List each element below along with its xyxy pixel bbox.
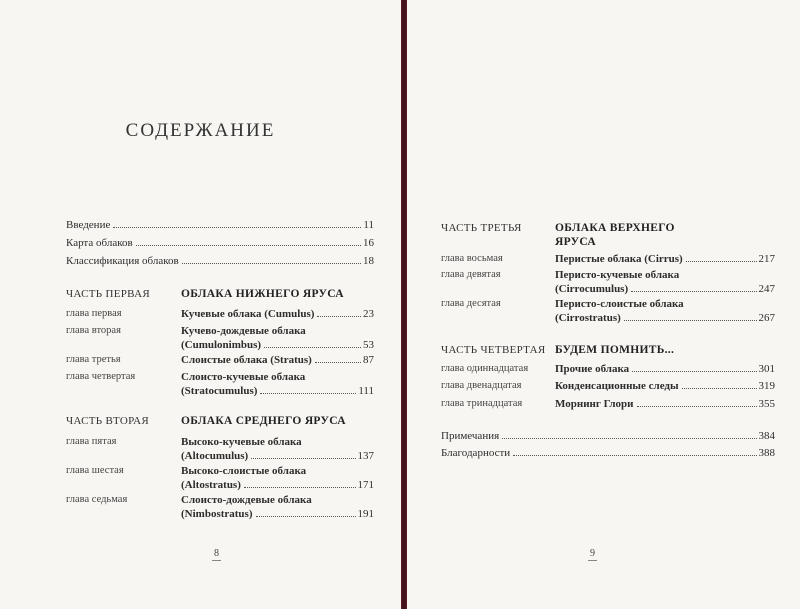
chapter-label: глава вторая [66, 325, 121, 336]
toc-entry-acknowledgements [441, 446, 775, 460]
part-label: ЧАСТЬ ВТОРАЯ [66, 415, 149, 427]
leader-dots [686, 261, 757, 262]
chapter-title [181, 324, 306, 338]
leader-dots [315, 362, 361, 363]
chapter-entry [181, 353, 374, 367]
part-title: ОБЛАКА СРЕДНЕГО ЯРУСА [181, 415, 346, 427]
chapter-title [181, 370, 305, 384]
leader-dots [260, 393, 356, 394]
chapter-label: глава одиннадцатая [441, 363, 529, 374]
leader-dots [317, 316, 361, 317]
part-title-line2: ЯРУСА [555, 236, 597, 248]
chapter-title-line2: (Altostratus) [181, 479, 241, 491]
chapter-title-line1: Перисто-кучевые облака [555, 269, 680, 281]
leader-dots [251, 458, 355, 459]
chapter-title-line2: (Cumulonimbus) [181, 339, 262, 351]
page-number: 319 [758, 380, 775, 392]
chapter-entry [181, 449, 374, 463]
chapter-title-line1: Слоисто-кучевые облака [181, 371, 306, 383]
leader-dots [513, 455, 756, 456]
chapter-title-line1: Слоисто-дождевые облака [181, 494, 312, 506]
chapter-title [181, 464, 306, 478]
page-number: 267 [758, 312, 775, 324]
chapter-title-line2: (Altocumulus) [181, 450, 249, 462]
chapter-entry [555, 282, 775, 296]
page-number: 53 [363, 339, 374, 351]
chapter-label: глава девятая [441, 269, 501, 280]
part-title-line1: ОБЛАКА ВЕРХНЕГО [555, 222, 675, 234]
page-number: 191 [357, 508, 374, 520]
page-number: 87 [363, 354, 374, 366]
toc-entry-classification [66, 254, 374, 268]
part-label: ЧАСТЬ ТРЕТЬЯ [441, 222, 522, 234]
leader-dots [244, 487, 356, 488]
chapter-label: глава десятая [441, 298, 501, 309]
toc-entry-cloud-map [66, 236, 374, 250]
chapter-entry [181, 338, 374, 352]
page-number: 23 [363, 308, 374, 320]
page-number: 301 [758, 363, 775, 375]
chapter-title-line2: (Nimbostratus) [181, 508, 253, 520]
chapter-entry [181, 507, 374, 521]
chapter-label: глава восьмая [441, 253, 503, 264]
chapter-entry [181, 478, 374, 492]
entry-label: Примечания [441, 430, 500, 442]
chapter-title: Слоистые облака (Stratus) [181, 354, 312, 366]
chapter-entry [181, 384, 374, 398]
chapter-label: глава двенадцатая [441, 380, 522, 391]
entry-label: Введение [66, 219, 111, 231]
chapter-title: Конденсационные следы [555, 380, 679, 392]
page-number: 18 [363, 255, 374, 267]
page-number: 355 [758, 398, 775, 410]
page-title: СОДЕРЖАНИЕ [125, 120, 276, 141]
chapter-title [555, 297, 684, 311]
chapter-label: глава тринадцатая [441, 398, 523, 409]
right-page [407, 0, 800, 609]
entry-label: Карта облаков [66, 237, 133, 249]
page-number: 388 [758, 447, 775, 459]
page-number: 16 [363, 237, 374, 249]
toc-entry-intro [66, 218, 374, 232]
page-number: 171 [357, 479, 374, 491]
part-label: ЧАСТЬ ПЕРВАЯ [66, 288, 150, 300]
chapter-label: глава первая [66, 308, 122, 319]
chapter-label: глава пятая [66, 436, 117, 447]
part-label: ЧАСТЬ ЧЕТВЕРТАЯ [441, 344, 546, 356]
chapter-entry [555, 252, 775, 266]
entry-label: Благодарности [441, 447, 511, 459]
chapter-entry [555, 362, 775, 376]
leader-dots [113, 227, 361, 228]
chapter-label: глава седьмая [66, 494, 128, 505]
entry-label: Классификация облаков [66, 255, 179, 267]
chapter-title-line1: Перисто-слоистые облака [555, 298, 684, 310]
chapter-entry [181, 307, 374, 321]
leader-dots [502, 438, 756, 439]
leader-dots [182, 263, 361, 264]
leader-dots [631, 291, 756, 292]
chapter-title: Морнинг Глори [555, 398, 634, 410]
page-number-right: 9 [590, 548, 595, 559]
chapter-title [181, 435, 302, 449]
chapter-label: глава четвертая [66, 371, 136, 382]
leader-dots [136, 245, 361, 246]
chapter-title-line2: (Stratocumulus) [181, 385, 258, 397]
leader-dots [682, 388, 757, 389]
page-number: 11 [363, 219, 374, 231]
leader-dots [264, 347, 361, 348]
page-number: 111 [358, 385, 374, 397]
leader-dots [637, 406, 757, 407]
part-title: БУДЕМ ПОМНИТЬ... [555, 344, 675, 356]
chapter-title-line2: (Cirrocumulus) [555, 283, 629, 295]
page-number: 384 [758, 430, 775, 442]
part-title: ОБЛАКА НИЖНЕГО ЯРУСА [181, 288, 344, 300]
page-number-left: 8 [214, 548, 219, 559]
chapter-title-line1: Кучево-дождевые облака [181, 325, 306, 337]
chapter-entry [555, 379, 775, 393]
leader-dots [632, 371, 756, 372]
chapter-title [555, 268, 679, 282]
chapter-title-line2: (Cirrostratus) [555, 312, 621, 324]
chapter-title-line1: Высоко-кучевые облака [181, 436, 302, 448]
chapter-entry [555, 397, 775, 411]
chapter-label: глава шестая [66, 465, 124, 476]
page-number: 137 [357, 450, 374, 462]
chapter-title: Кучевые облака (Cumulus) [181, 308, 315, 320]
chapter-title: Перистые облака (Cirrus) [555, 253, 683, 265]
chapter-label: глава третья [66, 354, 121, 365]
chapter-title: Прочие облака [555, 363, 630, 375]
leader-dots [256, 516, 356, 517]
chapter-title-line1: Высоко-слоистые облака [181, 465, 307, 477]
toc-entry-notes [441, 429, 775, 443]
chapter-title [181, 493, 312, 507]
leader-dots [624, 320, 757, 321]
chapter-entry [555, 311, 775, 325]
page-number: 247 [758, 283, 775, 295]
page-number: 217 [758, 253, 775, 265]
